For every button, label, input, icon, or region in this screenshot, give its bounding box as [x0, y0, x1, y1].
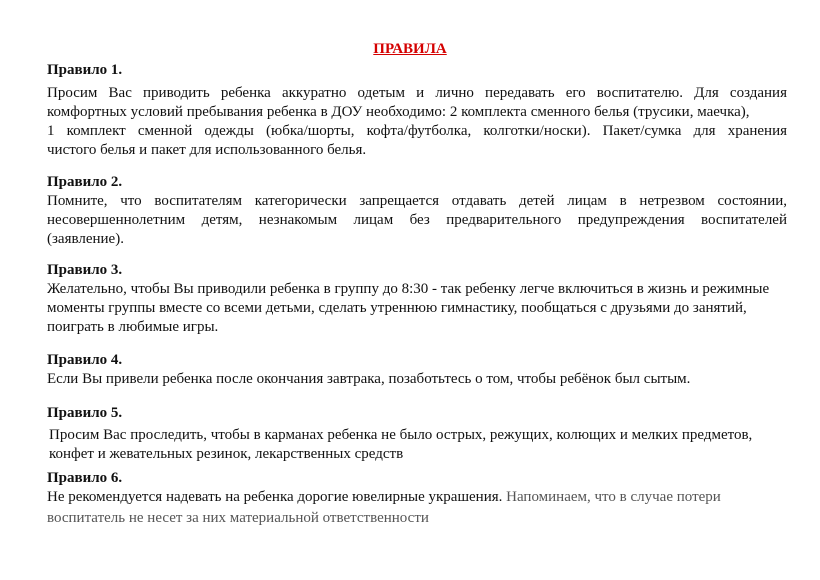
rule-text-line: моменты группы вместе со всеми детьми, сделать утреннюю гимнастику, пообщаться с друзьями до занятий,	[47, 300, 747, 316]
page-title: ПРАВИЛА	[373, 41, 447, 57]
rule-text-line: конфет и жевательных резинок, лекарственных средств	[49, 446, 404, 462]
rule-heading: Правило 2.	[47, 174, 123, 190]
rule-text-line: несовершеннолетним детям, незнакомым лицам без предварительного предупреждения воспитателей	[47, 212, 787, 228]
rule-text-line: Просим Вас приводить ребенка аккуратно одетым и лично передавать его воспитателю. Для создания	[47, 85, 787, 101]
rule-4	[47, 351, 787, 389]
rule-2	[47, 173, 787, 249]
rule-text-line: Желательно, чтобы Вы приводили ребенка в группу до 8:30 - так ребенку легче включиться в жизнь и режимные	[47, 281, 770, 297]
rule-6	[47, 469, 787, 528]
rule-text-line: Не рекомендуется надевать на ребенка дорогие ювелирные украшения.	[47, 489, 503, 505]
rule-heading: Правило 4.	[47, 352, 123, 368]
rule-text-line: 1 комплект сменной одежды (юбка/шорты, кофта/футболка, колготки/носки). Пакет/сумка для хранения	[47, 123, 787, 139]
rule-3	[47, 261, 787, 337]
rule-text-line: (заявление).	[47, 231, 124, 247]
rule-text-line: Если Вы привели ребенка после окончания завтрака, позаботьтесь о том, чтобы ребёнок был сытым.	[47, 371, 691, 387]
rule-text-line: Помните, что воспитателям категорически запрещается отдавать детей лицам в нетрезвом состоянии,	[47, 193, 787, 209]
rule-heading: Правило 3.	[47, 262, 123, 278]
rule-1	[47, 61, 787, 160]
rule-text-line: Просим Вас проследить, чтобы в карманах ребенка не было острых, режущих, колющих и мелких предметов,	[49, 427, 753, 443]
rule-text-line: поиграть в любимые игры.	[47, 319, 219, 335]
rule-heading: Правило 5.	[47, 405, 123, 421]
rule-text-line: чистого белья и пакет для использованного белья.	[47, 142, 367, 158]
rule-text-note: Напоминаем, что в случае потери	[506, 489, 721, 505]
rule-heading: Правило 1.	[47, 62, 123, 78]
rule-text-note: воспитатель не несет за них материальной ответственности	[47, 510, 429, 526]
rule-text-line: комфортных условий пребывания ребенка в ДОУ необходимо: 2 комплекта сменного белья (трусики, маечка),	[47, 104, 750, 120]
rule-5	[47, 404, 787, 464]
rule-heading: Правило 6.	[47, 470, 123, 486]
